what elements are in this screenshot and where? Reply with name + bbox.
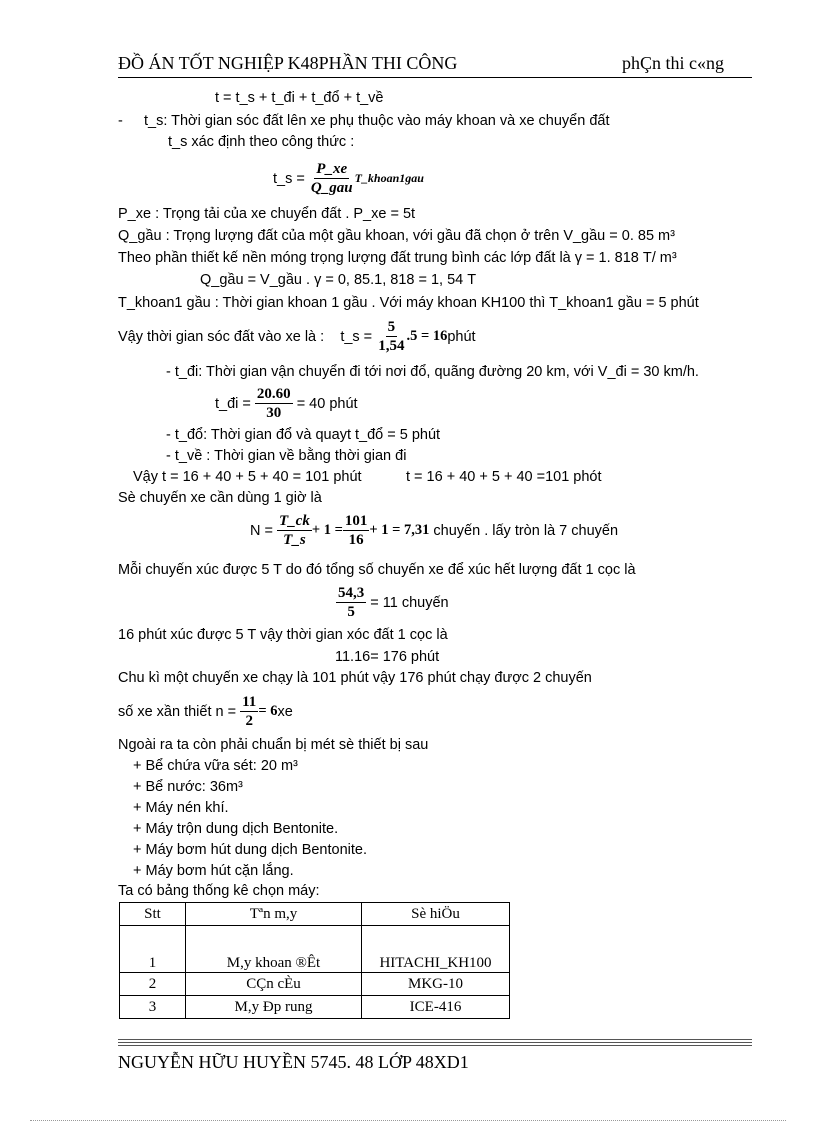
n-den-1: T_s xyxy=(283,532,306,548)
n-fraction-1 xyxy=(277,512,312,549)
table-row xyxy=(120,973,510,996)
vehicles-num: 11 xyxy=(242,694,257,710)
ts-result-lhs: t_s = xyxy=(340,328,373,345)
footer-rule-1 xyxy=(118,1039,752,1040)
t-sum-alt: t = 16 + 40 + 5 + 40 =101 phót xyxy=(406,469,602,485)
header-section: phÇn thi c«ng xyxy=(622,53,724,73)
n-num-1: T_ck xyxy=(279,513,310,529)
col-header-name: Tªn m,y xyxy=(186,903,362,926)
ts-result xyxy=(118,318,476,355)
n-fraction-2 xyxy=(343,512,370,549)
ts-result-fraction xyxy=(376,318,406,355)
tdi-formula xyxy=(215,385,358,422)
each-trip-line: Mỗi chuyến xúc được 5 T do đó tổng số chuyến xe để xúc hết lượng đất 1 cọc là xyxy=(118,562,636,578)
trips-fraction xyxy=(336,584,366,621)
qgau-text: : Trọng lượng đất của một gầu khoan, với gầu đã chọn ở trên V_gầu = 0. 85 m³ xyxy=(165,228,675,244)
ts-numerator: P_xe xyxy=(316,161,348,177)
cycle-line: Chu kì một chuyến xe chạy là 101 phút vậy 176 phút chạy được 2 chuyến xyxy=(118,670,592,686)
footer-author: NGUYỄN HỮU HUYỀN 5745. 48 LỚP 48XD1 xyxy=(118,1052,469,1072)
n-rhs: + 1 = 7,31 xyxy=(369,522,430,538)
pxe-line xyxy=(118,206,415,222)
footer-rule-3 xyxy=(118,1045,752,1046)
table-row xyxy=(120,996,510,1019)
n-den-2: 16 xyxy=(348,532,364,548)
vehicles-fraction xyxy=(240,693,258,730)
tdi-definition: - t_đi: Thời gian vận chuyển đi tới nơi đổ, quãng đường 20 km, với V_đi = 30 km/h. xyxy=(166,364,699,380)
tdi-lhs: t_đi = xyxy=(215,395,251,412)
cell-stt: 2 xyxy=(120,973,186,996)
trips-rhs: = 11 chuyến xyxy=(370,594,449,611)
header-rule xyxy=(118,77,752,78)
t-sum: Vậy t = 16 + 40 + 5 + 40 = 101 phút xyxy=(133,469,362,485)
ts-denominator: Q_gau xyxy=(310,180,353,196)
equipment-item: + Máy bơm hút dung dịch Bentonite. xyxy=(133,842,367,858)
tdi-rhs: = 40 phút xyxy=(296,395,358,412)
col-header-stt: Stt xyxy=(120,903,186,926)
equipment-item: + Máy bơm hút cặn lắng. xyxy=(133,863,294,879)
ts-formula xyxy=(273,160,424,197)
tdi-fraction xyxy=(255,385,293,422)
tve-definition: - t_về : Thời gian về bằng thời gian đi xyxy=(166,448,407,464)
scoop-time-line: 16 phút xúc được 5 T vậy thời gian xóc đất 1 cọc là xyxy=(118,627,448,643)
equipment-intro: Ngoài ra ta còn phải chuẩn bị mét sè thiết bị sau xyxy=(118,737,429,753)
equipment-item: + Bể chứa vữa sét: 20 m³ xyxy=(133,758,298,774)
table-intro: Ta có bảng thống kê chọn máy: xyxy=(118,883,320,899)
tkhoan-text: : Thời gian khoan 1 gầu . Với máy khoan KH100 thì T_khoan1 gầu = 5 phút xyxy=(214,295,699,311)
ts-result-unit: phút xyxy=(447,328,476,345)
n-mid: + 1 = xyxy=(311,522,343,538)
trips-intro: Sè chuyến xe cần dùng 1 giờ là xyxy=(118,490,322,506)
tkhoan-label: T_khoan1 gầu xyxy=(118,295,211,311)
qgau-calc: Q_gầu = V_gầu . γ = 0, 85.1, 818 = 1, 54 T xyxy=(200,272,477,288)
tkhoan-line xyxy=(118,295,699,311)
equipment-table xyxy=(119,902,510,1019)
trips-num: 54,3 xyxy=(338,585,365,601)
page-edge xyxy=(30,1120,786,1121)
tdi-num: 20.60 xyxy=(256,386,291,402)
n-tail: chuyến . lấy tròn là 7 chuyến xyxy=(433,522,619,539)
gamma-line: Theo phần thiết kế nền móng trọng lượng đất trung bình các lớp đất là γ = 1. 818 T/ m³ xyxy=(118,250,677,266)
scoop-time-calc: 11.16= 176 phút xyxy=(335,649,440,665)
table-row xyxy=(120,926,510,973)
cell-model: HITACHI_KH100 xyxy=(362,926,510,973)
cell-name: M,y khoan ®Êt xyxy=(186,926,362,973)
ts-lhs: t_s = xyxy=(273,170,305,187)
ts-result-intro: Vậy thời gian sóc đất vào xe là : xyxy=(118,328,325,345)
footer-rule-2 xyxy=(118,1042,752,1043)
pxe-label: P_xe xyxy=(118,206,152,222)
equipment-item: + Máy trộn dung dịch Bentonite. xyxy=(133,821,339,837)
qgau-label: Q_gầu xyxy=(118,228,162,244)
header-title: ĐỒ ÁN TỐT NGHIỆP K48PHẦN THI CÔNG xyxy=(118,53,458,73)
ts-tail: T_khoan1gau xyxy=(354,171,424,185)
vehicles-formula xyxy=(118,693,293,730)
col-header-model: Sè hiÖu xyxy=(362,903,510,926)
trips-formula xyxy=(336,584,449,621)
cell-name: CÇn cÈu xyxy=(186,973,362,996)
tdo-definition: - t_đổ: Thời gian đổ và quayt t_đổ = 5 phút xyxy=(166,427,441,443)
vehicles-lhs: số xe xần thiết n = xyxy=(118,703,237,720)
ts-result-num: 5 xyxy=(387,319,396,335)
n-lhs: N = xyxy=(250,522,273,539)
bullet-dash: - xyxy=(118,113,123,129)
vehicles-den: 2 xyxy=(245,713,253,729)
formula-t-total: t = t_s + t_đi + t_đổ + t_về xyxy=(215,90,384,106)
cell-model: ICE-416 xyxy=(362,996,510,1019)
ts-fraction xyxy=(309,160,355,197)
tdi-den: 30 xyxy=(266,405,282,421)
vehicles-rhs: = 6 xyxy=(258,703,278,719)
vehicles-unit: xe xyxy=(277,703,293,720)
n-formula xyxy=(250,512,618,549)
ts-result-value: .5 = 16 xyxy=(406,328,448,344)
ts-formula-intro: t_s xác định theo công thức : xyxy=(168,134,355,150)
cell-name: M,y Ðp rung xyxy=(186,996,362,1019)
trips-den: 5 xyxy=(347,604,355,620)
n-num-2: 101 xyxy=(344,513,368,529)
qgau-line xyxy=(118,228,675,244)
equipment-item: + Bể nước: 36m³ xyxy=(133,779,243,795)
equipment-item: + Máy nén khí. xyxy=(133,800,229,816)
table-header-row xyxy=(120,903,510,926)
ts-result-den: 1,54 xyxy=(378,338,405,354)
pxe-text: : Trọng tải của xe chuyển đất . P_xe = 5t xyxy=(155,206,416,222)
cell-stt: 1 xyxy=(120,926,186,973)
cell-stt: 3 xyxy=(120,996,186,1019)
cell-model: MKG-10 xyxy=(362,973,510,996)
ts-definition: t_s: Thời gian sóc đất lên xe phụ thuộc vào máy khoan và xe chuyển đất xyxy=(144,113,610,129)
